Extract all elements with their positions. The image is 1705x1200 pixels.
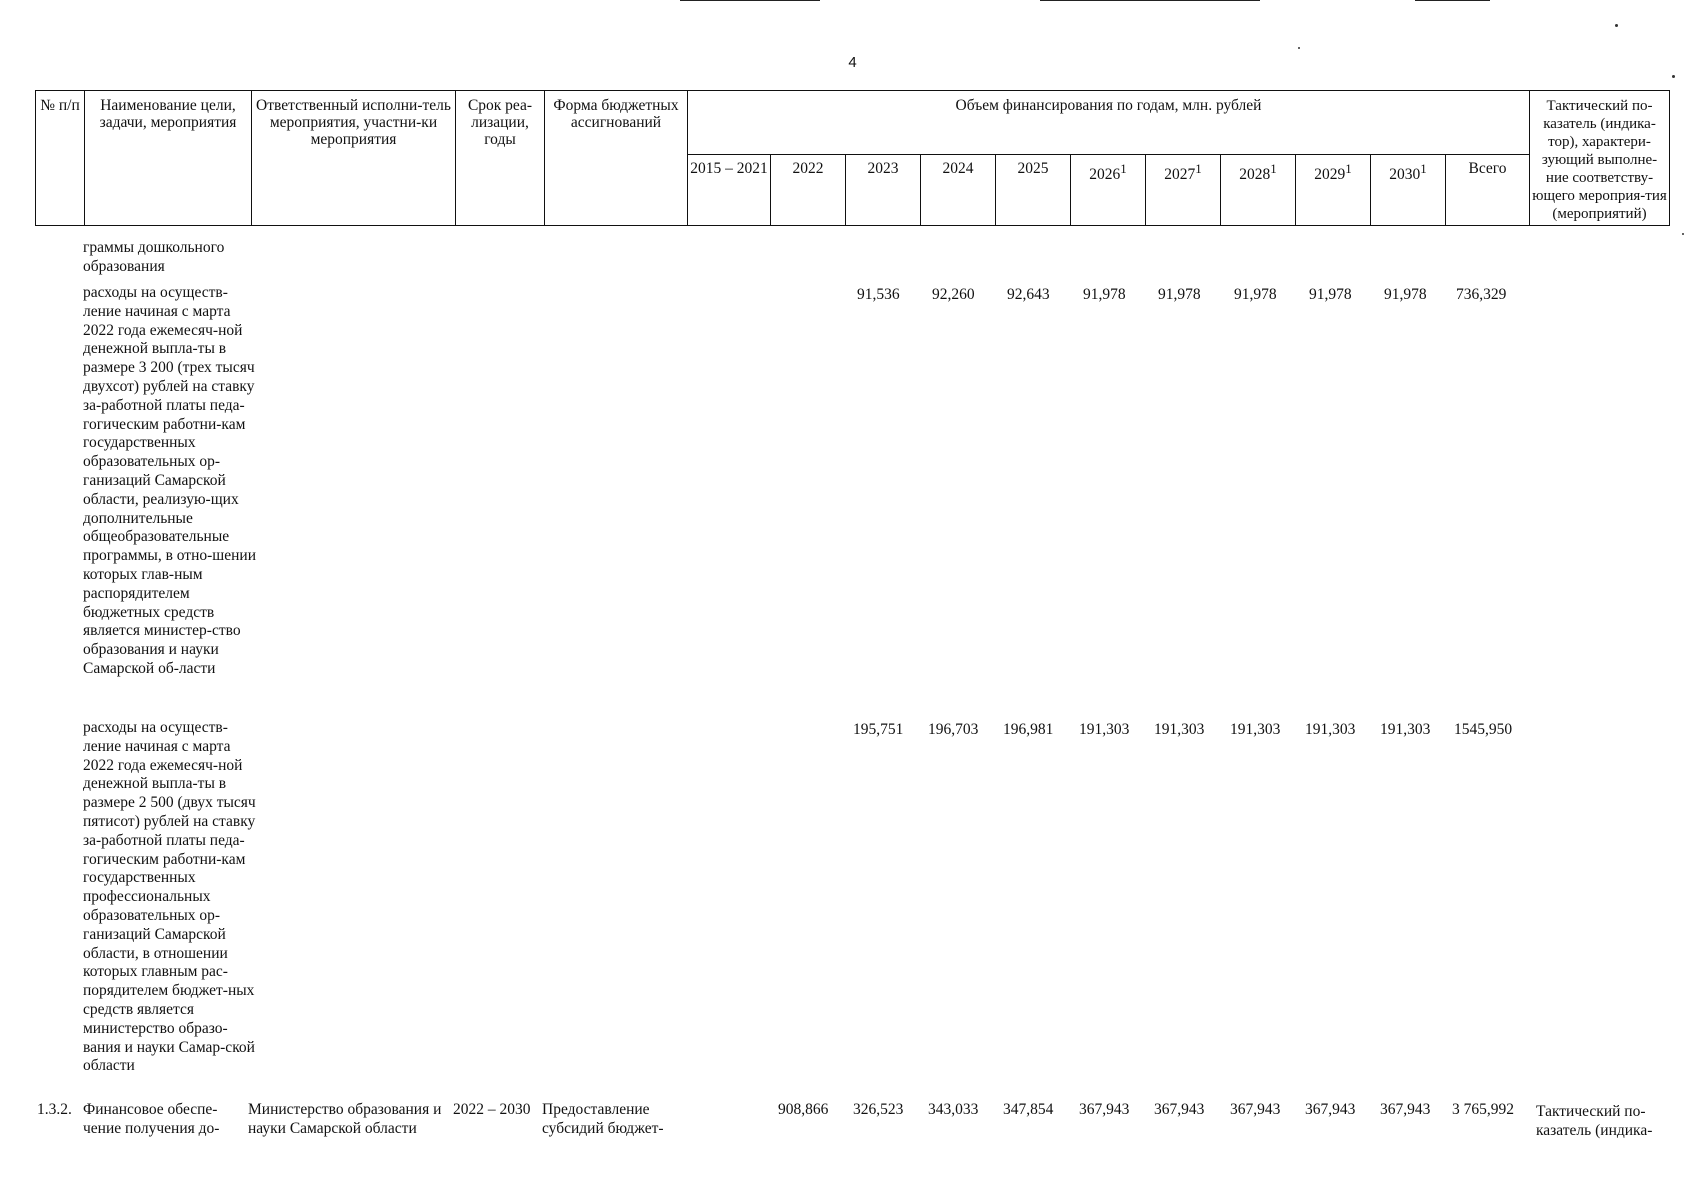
header-year-2022: 2022: [771, 155, 846, 226]
row-1-2028: 91,978: [1234, 286, 1277, 303]
header-col-indicator: Тактический по-казатель (индика-тор), характери-зующий выполне-ние соответству-ющего мероприя-тия (мероприятий): [1530, 91, 1670, 226]
row-2-2023: 195,751: [853, 721, 904, 738]
row-1-2029: 91,978: [1309, 286, 1352, 303]
scan-dot: [1672, 75, 1675, 78]
row-1-values: [0, 286, 1705, 306]
row-1-2023: 91,536: [857, 286, 900, 303]
scan-dot: [1615, 24, 1618, 27]
row-1-total: 736,329: [1456, 286, 1507, 303]
row-1-2024: 92,260: [932, 286, 975, 303]
header-col-period: Срок реа-лизации, годы: [456, 91, 545, 226]
row-2-2025: 196,981: [1003, 721, 1054, 738]
row-3-indicator: Тактический по-казатель (индика-: [1536, 1103, 1653, 1139]
header-col-number: № п/п: [36, 91, 85, 226]
row-3-2026: 367,943: [1079, 1101, 1130, 1118]
row-3-total: 3 765,992: [1452, 1101, 1514, 1118]
row-2-2027: 191,303: [1154, 721, 1205, 738]
row-2-2030: 191,303: [1380, 721, 1431, 738]
header-year-2028: 2028$^1$: [1221, 155, 1296, 226]
header-year-2026: 2026$^1$: [1071, 155, 1146, 226]
scan-dot: [1682, 233, 1684, 235]
row-3-2023: 326,523: [853, 1101, 904, 1118]
header-table: [35, 90, 1670, 226]
scan-line: [1040, 0, 1260, 1]
row-3-2025: 347,854: [1003, 1101, 1054, 1118]
row-2-2024: 196,703: [928, 721, 979, 738]
header-col-financing: Объем финансирования по годам, млн. рублей: [688, 91, 1530, 155]
scan-line: [1415, 0, 1490, 1]
scan-line: [680, 0, 820, 1]
row-3-period: 2022 – 2030: [453, 1101, 531, 1118]
header-col-name: Наименование цели, задачи, мероприятия: [85, 91, 252, 226]
header-year-total: Всего: [1446, 155, 1530, 226]
row-2-2029: 191,303: [1305, 721, 1356, 738]
header-year-2029: 2029$^1$: [1296, 155, 1371, 226]
row-2-2026: 191,303: [1079, 721, 1130, 738]
row-2-name: расходы на осуществ-ление начиная с марта 2022 года ежемесяч-ной денежной выпла-ты в размере 2 500 (двух тысяч пятисот) рублей на ставку за-работной платы педа-гогическим работни-кам государственных профессиональных образовательных ор-ганизаций Самарской области, в отношении которых главным рас-порядителем бюджет-ных средств является министерство образо-вания и науки Самар-ской области: [83, 719, 256, 1075]
row-3-2022: 908,866: [778, 1101, 829, 1118]
row-1-2027: 91,978: [1158, 286, 1201, 303]
row-2-2028: 191,303: [1230, 721, 1281, 738]
row-3-2030: 367,943: [1380, 1101, 1431, 1118]
row-3-2027: 367,943: [1154, 1101, 1205, 1118]
row-1-2030: 91,978: [1384, 286, 1427, 303]
row-3-2029: 367,943: [1305, 1101, 1356, 1118]
row-3-values: [0, 1101, 1705, 1121]
row-2-values: [0, 721, 1705, 741]
row-1-2025: 92,643: [1007, 286, 1050, 303]
header-year-2025: 2025: [996, 155, 1071, 226]
row-1-name: расходы на осуществ-ление начиная с марта 2022 года ежемесяч-ной денежной выпла-ты в размере 3 200 (трех тысяч двухсот) рублей на ставку за-работной платы педа-гогическим работни-кам государственных образовательных ор-ганизаций Самарской области, реализую-щих дополнительные общеобразовательные программы, в отно-шении которых глав-ным распорядителем бюджетных средств является министер-ство образования и науки Самарской об-ласти: [83, 284, 256, 677]
header-col-form: Форма бюджетных ассигнований: [545, 91, 688, 226]
row-3-name: Финансовое обеспе-чение получения до-: [83, 1101, 220, 1137]
continuation-text: граммы дошкольного образования: [83, 239, 225, 275]
scan-dot: [1298, 47, 1300, 49]
row-1-2026: 91,978: [1083, 286, 1126, 303]
row-3-form: Предоставление субсидий бюджет-: [542, 1101, 664, 1137]
row-3-2024: 343,033: [928, 1101, 979, 1118]
header-col-responsible: Ответственный исполни-тель мероприятия, участни-ки мероприятия: [252, 91, 456, 226]
row-3-number: 1.3.2.: [37, 1101, 72, 1118]
header-year-2024: 2024: [921, 155, 996, 226]
row-3-2028: 367,943: [1230, 1101, 1281, 1118]
header-year-2030: 2030$^1$: [1371, 155, 1446, 226]
row-3-responsible: Министерство образования и науки Самарской области: [248, 1101, 442, 1137]
header-year-2027: 2027$^1$: [1146, 155, 1221, 226]
page-number: 4: [848, 54, 857, 71]
header-year-2015-2021: 2015 – 2021: [688, 155, 771, 226]
row-2-total: 1545,950: [1454, 721, 1513, 738]
header-year-2023: 2023: [846, 155, 921, 226]
